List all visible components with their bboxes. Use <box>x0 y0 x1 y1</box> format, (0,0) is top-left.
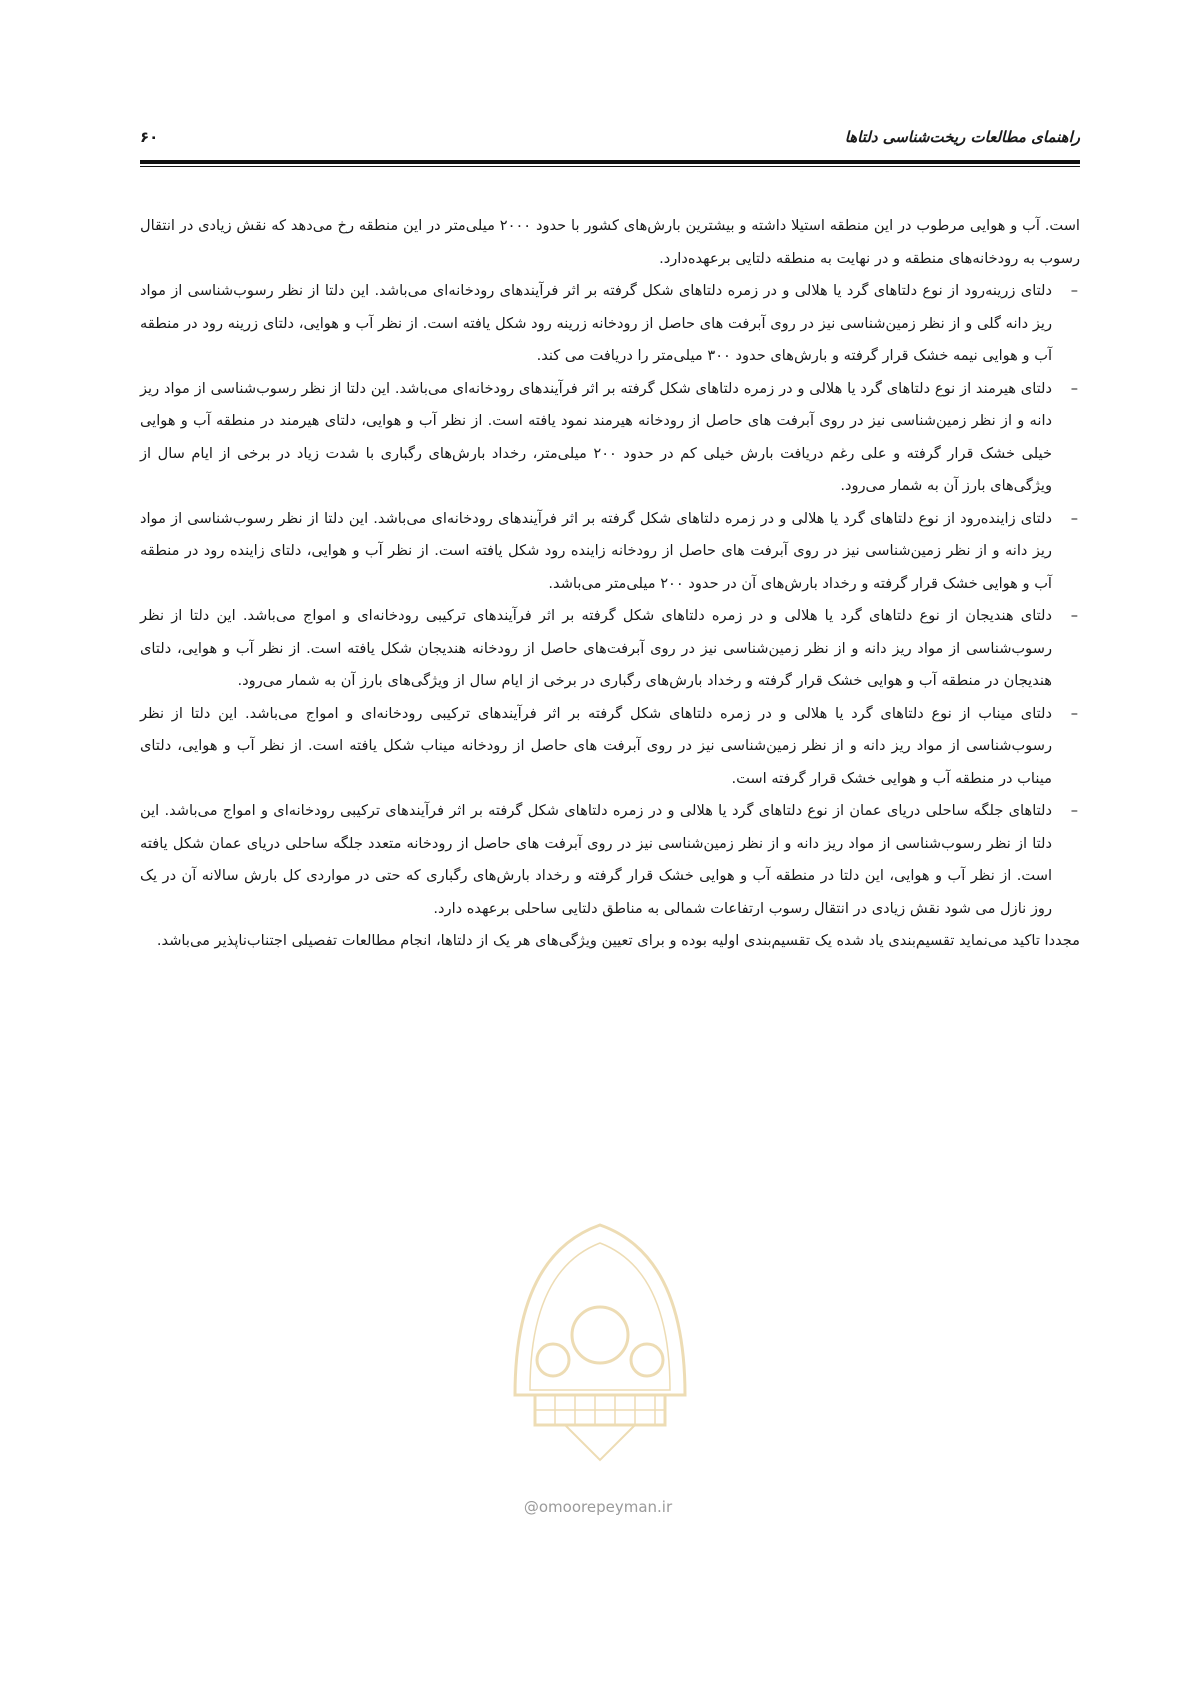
page-header <box>140 128 1080 158</box>
header-rule <box>140 160 1080 167</box>
list-item <box>140 698 1080 796</box>
list-item <box>140 373 1080 503</box>
list-item <box>140 600 1080 698</box>
list-item-text: دلتای زرینه‌رود از نوع دلتاهای گرد یا هلالی و در زمره دلتاهای شکل گرفته بر اثر فرآیندهای رودخانه‌ای می‌باشد. این دلتا از نظر رسوب‌شناسی از مواد ریز دانه گلی و از نظر زمین‌شناسی نیز در روی آبرفت های حاصل از رودخانه زرینه رود شکل یافته است. از نظر آب و هوایی، دلتای زرینه رود در منطقه آب و هوایی نیمه خشک قرار گرفته و بارش‌های حدود ۳۰۰ میلی‌متر را دریافت می کند. <box>140 282 1052 364</box>
page-number: ۶۰ <box>140 128 159 146</box>
bullet-marker: – <box>1070 607 1078 624</box>
list-item <box>140 275 1080 373</box>
body-text <box>140 210 1080 958</box>
bullet-marker: – <box>1070 802 1078 819</box>
watermark-url: @omoorepeyman.ir <box>523 1498 673 1516</box>
watermark-logo-icon <box>475 1185 725 1485</box>
bullet-marker: – <box>1070 704 1078 722</box>
bullet-marker: – <box>1070 509 1078 527</box>
list-item-text: دلتای هیرمند از نوع دلتاهای گرد یا هلالی و در زمره دلتاهای شکل گرفته بر اثر فرآیندهای رودخانه‌ای می‌باشد. این دلتا از نظر رسوب‌شناسی از مواد ریز دانه و از نظر زمین‌شناسی نیز در روی آبرفت های حاصل از رودخانه هیرمند نمود یافته است. از نظر آب و هوایی، دلتای هیرمند در منطقه آب و هوایی خیلی خشک قرار گرفته و علی رغم دریافت بارش خیلی کم در حدود ۲۰۰ میلی‌متر، رخداد بارش‌های رگباری با شدت زیاد در برخی از ایام سال از ویژگی‌های بارز آن به شمار می‌رود. <box>140 379 1052 494</box>
bullet-marker: – <box>1070 282 1078 299</box>
running-title: راهنمای مطالعات ریخت‌شناسی دلتاها <box>844 128 1080 146</box>
list-item-text: دلتای زاینده‌رود از نوع دلتاهای گرد یا هلالی و در زمره دلتاهای شکل گرفته بر اثر فرآیندهای رودخانه‌ای می‌باشد. این دلتا از نظر رسوب‌شناسی از مواد ریز دانه و از نظر زمین‌شناسی نیز در روی آبرفت های حاصل از رودخانه زاینده رود شکل یافته است. از نظر آب و هوایی، دلتای زاینده رود در منطقه آب و هوایی خشک قرار گرفته و رخداد بارش‌های آن در حدود ۲۰۰ میلی‌متر می‌باشد. <box>140 509 1052 592</box>
list-item-text: دلتای هندیجان از نوع دلتاهای گرد یا هلالی و در زمره دلتاهای شکل گرفته بر اثر فرآیندهای ترکیبی رودخانه‌ای و امواج می‌باشد. این دلتا از نظر رسوب‌شناسی از مواد ریز دانه و از نظر زمین‌شناسی نیز در روی آبرفت‌های حاصل از رودخانه هندیجان شکل یافته است. از نظر آب و هوایی، دلتای هندیجان در منطقه آب و هوایی خشک قرار گرفته و رخداد بارش‌های رگباری در برخی از ایام سال از ویژگی‌های بارز آن به شمار می‌رود. <box>140 607 1052 689</box>
delta-list <box>140 275 1080 925</box>
closing-paragraph: مجددا تاکید می‌نماید تقسیم‌بندی یاد شده یک تقسیم‌بندی اولیه بوده و برای تعیین ویژگی‌های هر یک از دلتاها، انجام مطالعات تفصیلی اجتناب‌ناپذیر می‌باشد. <box>156 932 1080 949</box>
intro-paragraph: است. آب و هوایی مرطوب در این منطقه استیلا داشته و بیشترین بارش‌های کشور با حدود ۲۰۰۰ میلی‌متر در این منطقه رخ می‌دهد که نقش زیادی در انتقال رسوب به رودخانه‌های منطقه و در نهایت به منطقه دلتایی برعهده‌دارد. <box>140 217 1080 267</box>
list-item <box>140 795 1080 925</box>
list-item-text: دلتاهای جلگه ساحلی دریای عمان از نوع دلتاهای گرد یا هلالی و در زمره دلتاهای شکل گرفته بر اثر فرآیندهای ترکیبی رودخانه‌ای و امواج می‌باشد. این دلتا از نظر رسوب‌شناسی از مواد ریز دانه و از نظر زمین‌شناسی نیز در روی آبرفت های حاصل از رودخانه متعدد جلگه ساحلی دریای عمان شکل یافته است. از نظر آب و هوایی، این دلتا در منطقه آب و هوایی خشک قرار گرفته و رخداد بارش‌های رگباری که حتی در مواردی کل بارش سالانه آن در یک روز نازل می شود نقش زیادی در انتقال رسوب ارتفاعات شمالی به مناطق دلتایی ساحلی برعهده دارد. <box>140 802 1052 917</box>
list-item <box>140 503 1080 601</box>
list-item-text: دلتای میناب از نوع دلتاهای گرد یا هلالی و در زمره دلتاهای شکل گرفته بر اثر فرآیندهای ترکیبی رودخانه‌ای و امواج می‌باشد. این دلتا از نظر رسوب‌شناسی از مواد ریز دانه و از نظر زمین‌شناسی نیز در روی آبرفت های حاصل از رودخانه میناب شکل یافته است. از نظر آب و هوایی، دلتای میناب در منطقه آب و هوایی خشک قرار گرفته است. <box>140 704 1052 787</box>
bullet-marker: – <box>1070 379 1078 397</box>
